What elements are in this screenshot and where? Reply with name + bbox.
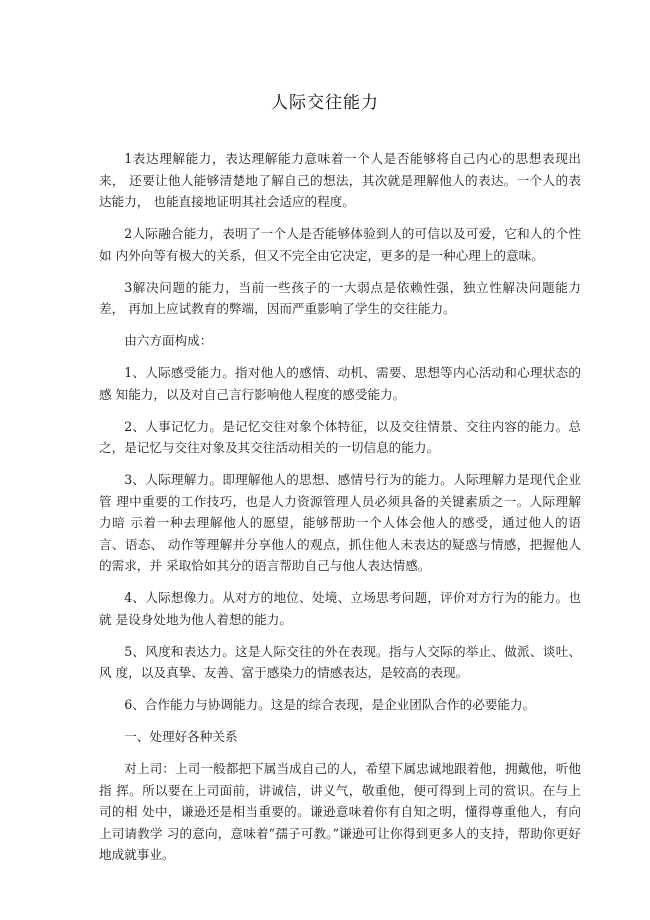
paragraph-imagination: 4、人际想像力。从对方的地位、处境、立场思考问题，评价对方行为的能力。也就 是设身处地为他人着想的能力。 — [99, 590, 581, 627]
paragraph-interpersonal-integration: 2人际融合能力，表明了一个人是否能够体验到人的可信以及可爱，它和人的个性如 内外向等有极大的关系，但又不完全由它决定，更多的是一种心理上的意味。 — [99, 226, 581, 263]
document-title: 人际交往能力 — [271, 93, 379, 113]
paragraph-perception: 1、人际感受能力。指对他人的感情、动机、需要、思想等内心活动和心理状态的感 知能力，以及对自己言行影响他人程度的感受能力。 — [99, 365, 581, 402]
paragraph-superiors: 对上司：上司一般都把下属当成自己的人，希望下属忠诚地跟着他，拥戴他，听他指 挥。所以要在上司面前，讲诚信，讲义气，敬重他，便可得到上司的赏识。在与上司的相 处中，谦逊还是相当重要的。谦逊意味着你有自知之明，懂得尊重他人，有向上司请教学 习的意向，意味着“孺子可教。”谦逊可让你得到更多人的支持，帮助你更好地成就事业。 — [99, 761, 581, 862]
paragraph-six-aspects-intro: 由六方面构成： — [124, 333, 213, 348]
document-body — [99, 148, 581, 876]
paragraph-problem-solving: 3解决问题的能力，当前一些孩子的一大弱点是依赖性强，独立性解决问题能力差， 再加上应试教育的弊端，因而严重影响了学生的交往能力。 — [99, 279, 581, 316]
paragraph-understanding: 3、人际理解力。即理解他人的思想、感情号行为的能力。人际理解力是现代企业管 理中重要的工作技巧，也是人力资源管理人员必须具备的关键素质之一。人际理解力暗 示着一种去理解他人的愿望，能够帮助一个人体会他人的感受，通过他人的语言、语态、 动作等理解并分享他人的观点，抓住他人未表达的疑惑与情感，把握他人的需求，并 采取恰如其分的语言帮助自己与他人表达情感。 — [99, 472, 581, 573]
paragraph-cooperation: 6、合作能力与协调能力。这是的综合表现，是企业团队合作的必要能力。 — [124, 697, 536, 712]
section-heading-relationships: 一、处理好各种关系 — [124, 729, 238, 744]
paragraph-expression-ability: 1表达理解能力，表达理解能力意味着一个人是否能够将自己内心的思想表现出来， 还要让他人能够清楚地了解自己的想法，其次就是理解他人的表达。一个人的表达能力， 也能直接地证明其社会适应的程度。 — [99, 151, 581, 209]
paragraph-demeanor-expression: 5、风度和表达力。这是人际交往的外在表现。指与人交际的举止、做派、谈吐、风 度，以及真挚、友善、富于感染力的情感表达，是较高的表现。 — [99, 643, 581, 680]
paragraph-memory: 2、人事记忆力。是记忆交往对象个体特征，以及交往情景、交往内容的能力。总之，是记忆与交往对象及其交往活动相关的一切信息的能力。 — [99, 418, 581, 455]
